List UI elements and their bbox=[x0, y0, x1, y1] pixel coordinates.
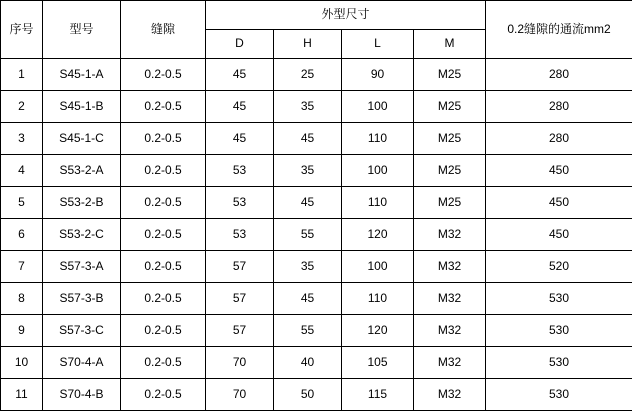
table-row bbox=[1, 155, 632, 187]
cell-seq: 11 bbox=[1, 379, 43, 411]
cell-model: S70-4-A bbox=[43, 347, 121, 379]
cell-model: S45-1-C bbox=[43, 123, 121, 155]
cell-flow: 450 bbox=[486, 219, 632, 251]
cell-gap: 0.2-0.5 bbox=[121, 155, 206, 187]
cell-gap: 0.2-0.5 bbox=[121, 219, 206, 251]
cell-model: S53-2-A bbox=[43, 155, 121, 187]
cell-flow: 450 bbox=[486, 155, 632, 187]
cell-model: S45-1-A bbox=[43, 59, 121, 91]
cell-l: 100 bbox=[342, 155, 414, 187]
cell-h: 55 bbox=[274, 315, 342, 347]
cell-d: 53 bbox=[206, 187, 274, 219]
cell-m: M32 bbox=[414, 283, 486, 315]
cell-m: M32 bbox=[414, 315, 486, 347]
cell-gap: 0.2-0.5 bbox=[121, 187, 206, 219]
cell-seq: 4 bbox=[1, 155, 43, 187]
cell-l: 115 bbox=[342, 379, 414, 411]
header-seq: 序号 bbox=[1, 1, 43, 59]
cell-m: M32 bbox=[414, 251, 486, 283]
cell-l: 90 bbox=[342, 59, 414, 91]
cell-d: 57 bbox=[206, 315, 274, 347]
cell-m: M25 bbox=[414, 123, 486, 155]
table-row bbox=[1, 283, 632, 315]
cell-seq: 5 bbox=[1, 187, 43, 219]
cell-l: 110 bbox=[342, 187, 414, 219]
cell-l: 100 bbox=[342, 91, 414, 123]
cell-gap: 0.2-0.5 bbox=[121, 251, 206, 283]
cell-gap: 0.2-0.5 bbox=[121, 59, 206, 91]
cell-h: 45 bbox=[274, 123, 342, 155]
cell-m: M25 bbox=[414, 187, 486, 219]
cell-model: S57-3-A bbox=[43, 251, 121, 283]
table-row bbox=[1, 187, 632, 219]
header-flow: 0.2缝隙的通流mm2 bbox=[486, 1, 632, 59]
cell-h: 55 bbox=[274, 219, 342, 251]
cell-m: M25 bbox=[414, 91, 486, 123]
cell-l: 110 bbox=[342, 123, 414, 155]
cell-h: 25 bbox=[274, 59, 342, 91]
cell-model: S53-2-B bbox=[43, 187, 121, 219]
cell-d: 53 bbox=[206, 219, 274, 251]
table-row bbox=[1, 379, 632, 411]
cell-h: 35 bbox=[274, 251, 342, 283]
cell-model: S57-3-B bbox=[43, 283, 121, 315]
cell-seq: 2 bbox=[1, 91, 43, 123]
cell-flow: 280 bbox=[486, 59, 632, 91]
cell-h: 45 bbox=[274, 283, 342, 315]
cell-m: M32 bbox=[414, 219, 486, 251]
table-header bbox=[1, 1, 632, 59]
table-row bbox=[1, 91, 632, 123]
cell-l: 120 bbox=[342, 219, 414, 251]
cell-d: 57 bbox=[206, 283, 274, 315]
cell-d: 53 bbox=[206, 155, 274, 187]
header-dim-l: L bbox=[342, 30, 414, 59]
cell-model: S70-4-B bbox=[43, 379, 121, 411]
cell-gap: 0.2-0.5 bbox=[121, 283, 206, 315]
cell-seq: 10 bbox=[1, 347, 43, 379]
cell-d: 70 bbox=[206, 379, 274, 411]
cell-gap: 0.2-0.5 bbox=[121, 347, 206, 379]
cell-flow: 280 bbox=[486, 91, 632, 123]
cell-d: 70 bbox=[206, 347, 274, 379]
cell-model: S53-2-C bbox=[43, 219, 121, 251]
header-gap: 缝隙 bbox=[121, 1, 206, 59]
cell-seq: 9 bbox=[1, 315, 43, 347]
header-dim-m: M bbox=[414, 30, 486, 59]
cell-d: 45 bbox=[206, 91, 274, 123]
cell-flow: 530 bbox=[486, 347, 632, 379]
cell-gap: 0.2-0.5 bbox=[121, 315, 206, 347]
cell-seq: 8 bbox=[1, 283, 43, 315]
cell-m: M32 bbox=[414, 347, 486, 379]
cell-l: 120 bbox=[342, 315, 414, 347]
cell-m: M25 bbox=[414, 59, 486, 91]
cell-flow: 520 bbox=[486, 251, 632, 283]
cell-gap: 0.2-0.5 bbox=[121, 91, 206, 123]
cell-h: 40 bbox=[274, 347, 342, 379]
header-dim-d: D bbox=[206, 30, 274, 59]
cell-model: S45-1-B bbox=[43, 91, 121, 123]
cell-flow: 530 bbox=[486, 315, 632, 347]
cell-d: 45 bbox=[206, 123, 274, 155]
cell-seq: 1 bbox=[1, 59, 43, 91]
cell-h: 35 bbox=[274, 91, 342, 123]
table-row bbox=[1, 315, 632, 347]
cell-gap: 0.2-0.5 bbox=[121, 379, 206, 411]
table-body bbox=[1, 59, 632, 411]
cell-seq: 6 bbox=[1, 219, 43, 251]
cell-flow: 530 bbox=[486, 283, 632, 315]
table-row bbox=[1, 123, 632, 155]
table-row bbox=[1, 219, 632, 251]
header-row-main bbox=[1, 1, 632, 30]
cell-flow: 280 bbox=[486, 123, 632, 155]
cell-h: 50 bbox=[274, 379, 342, 411]
header-model: 型号 bbox=[43, 1, 121, 59]
cell-m: M32 bbox=[414, 379, 486, 411]
cell-h: 35 bbox=[274, 155, 342, 187]
cell-h: 45 bbox=[274, 187, 342, 219]
cell-l: 105 bbox=[342, 347, 414, 379]
cell-l: 100 bbox=[342, 251, 414, 283]
cell-seq: 3 bbox=[1, 123, 43, 155]
cell-flow: 530 bbox=[486, 379, 632, 411]
cell-model: S57-3-C bbox=[43, 315, 121, 347]
header-dim-h: H bbox=[274, 30, 342, 59]
table-row bbox=[1, 347, 632, 379]
cell-m: M25 bbox=[414, 155, 486, 187]
cell-gap: 0.2-0.5 bbox=[121, 123, 206, 155]
table-row bbox=[1, 59, 632, 91]
cell-flow: 450 bbox=[486, 187, 632, 219]
header-dimensions: 外型尺寸 bbox=[206, 1, 486, 30]
cell-seq: 7 bbox=[1, 251, 43, 283]
cell-d: 57 bbox=[206, 251, 274, 283]
cell-l: 110 bbox=[342, 283, 414, 315]
cell-d: 45 bbox=[206, 59, 274, 91]
table-row bbox=[1, 251, 632, 283]
